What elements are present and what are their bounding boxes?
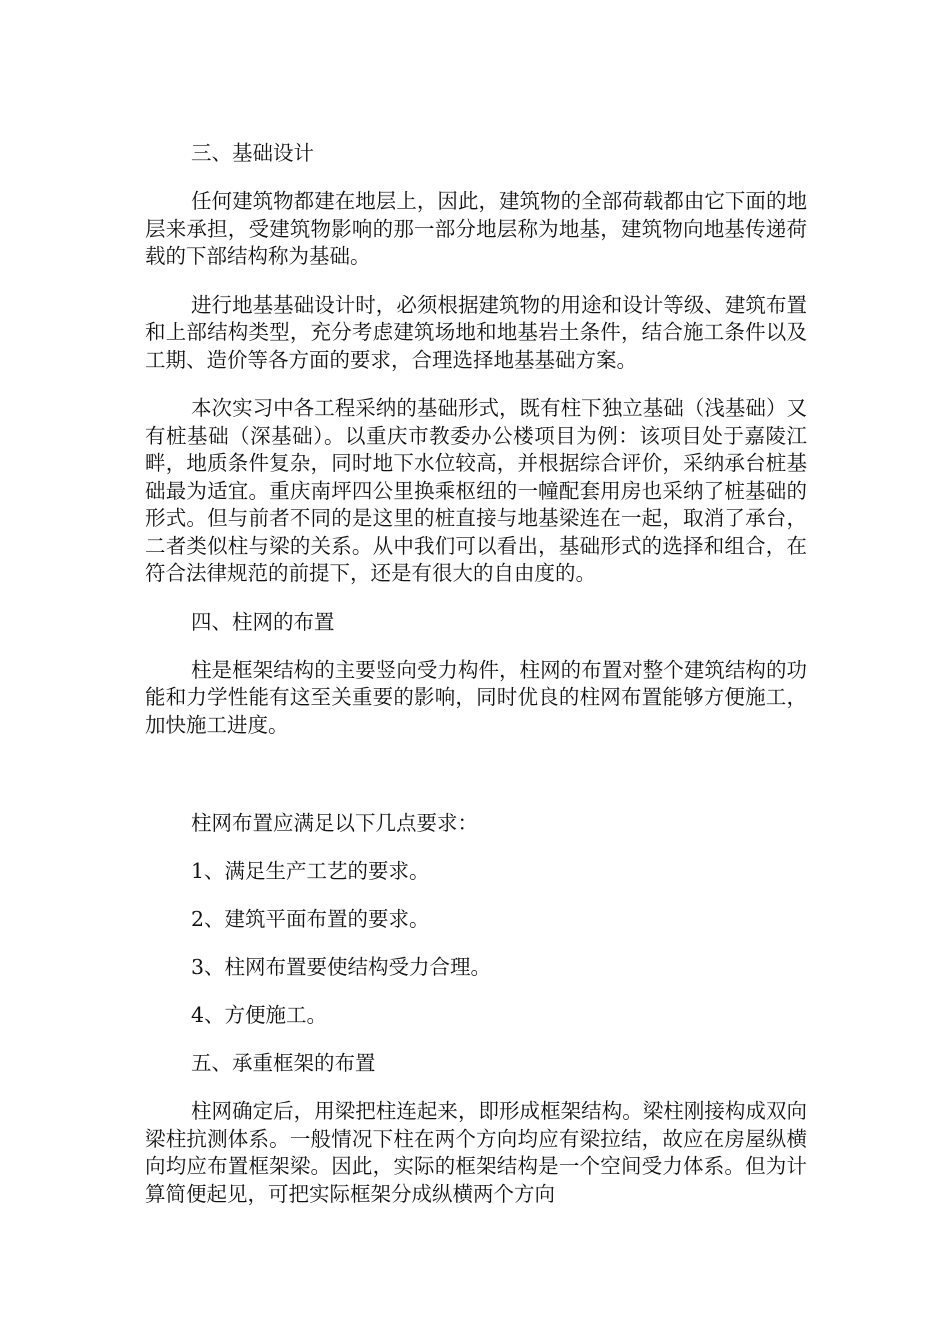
section-3-paragraph-3: 本次实习中各工程采纳的基础形式，既有柱下独立基础（浅基础）又有桩基础（深基础）。以重庆市教委办公楼项目为例：该项目处于嘉陵江畔，地质条件复杂，同时地下水位较高，并根据综合评价，采纳承台桩基础最为适宜。重庆南坪四公里换乘枢纽的一幢配套用房也采纳了桩基础的形式。但与前者不同的是这里的桩直接与地基梁连在一起，取消了承台，二者类似柱与梁的关系。从中我们可以看出，基础形式的选择和组合，在符合法律规范的前提下，还是有很大的自由度的。 xyxy=(145,396,807,585)
section-5-paragraph-1: 柱网确定后，用梁把柱连起来，即形成框架结构。梁柱刚接构成双向梁柱抗测体系。一般情况下柱在两个方向均应有梁拉结，故应在房屋纵横向均应布置框架梁。因此，实际的框架结构是一个空间受力体系。但为计算简便起见，可把实际框架分成纵横两个方向 xyxy=(145,1099,807,1206)
requirement-item-1: 1、满足生产工艺的要求。 xyxy=(191,859,430,883)
section-4-heading: 四、柱网的布置 xyxy=(191,609,335,634)
section-4-paragraph-1: 柱是框架结构的主要竖向受力构件，柱网的布置对整个建筑结构的功能和力学性能有这至关重要的影响，同时优良的柱网布置能够方便施工，加快施工进度。 xyxy=(145,657,807,737)
section-5-heading: 五、承重框架的布置 xyxy=(191,1051,376,1075)
document-page xyxy=(145,140,807,1208)
requirement-item-3: 3、柱网布置要使结构受力合理。 xyxy=(191,955,492,979)
section-4-requirements-intro: 柱网布置应满足以下几点要求： xyxy=(191,811,478,835)
requirement-item-2: 2、建筑平面布置的要求。 xyxy=(191,907,430,931)
requirement-item-4: 4、方便施工。 xyxy=(191,1003,328,1027)
section-3-paragraph-1: 任何建筑物都建在地层上，因此，建筑物的全部荷载都由它下面的地层来承担，受建筑物影响的那一部分地层称为地基，建筑物向地基传递荷载的下部结构称为基础。 xyxy=(145,189,807,268)
section-3-paragraph-2: 进行地基基础设计时，必须根据建筑物的用途和设计等级、建筑布置和上部结构类型，充分考虑建筑场地和地基岩土条件，结合施工条件以及工期、造价等各方面的要求，合理选择地基基础方案。 xyxy=(145,292,807,372)
section-3-heading: 三、基础设计 xyxy=(191,141,314,165)
